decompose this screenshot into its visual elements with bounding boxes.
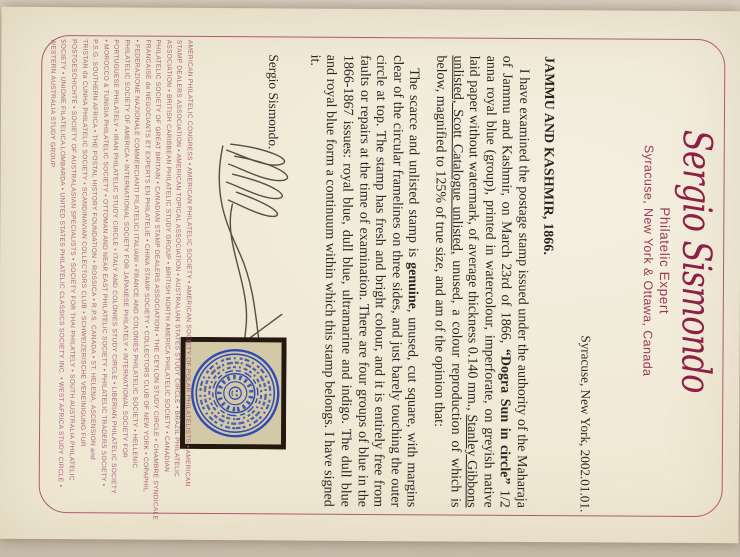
letterhead-name: Sergio Sismondo bbox=[672, 129, 720, 393]
date-line: Syracuse, New York, 2002.01.01. bbox=[577, 335, 594, 513]
body-text-segment: , unused, cut square, with margins clear of the circular framelines on three sides, and just barely touching the outer circle at top. The stamp has fresh and bright colour, and it is entirely free from faults or repairs at the time of examination. There are four groups of blue in the 1866-1867 issues: royal blue, dull blue, ultramarine and indigo. The dull blue and royal blue form a continuum within which this stamp belongs. I have signed it. bbox=[307, 54, 421, 508]
body-text-segment: “Dogra Sun in circle” bbox=[497, 348, 513, 485]
document-heading: JAMMU AND KASHMIR, 1866. bbox=[541, 56, 558, 256]
membership-line: SOCIETY • UNIONE FILATELICA LOMBARDA • UNITED STATES PHILATELIC CLASSICS SOCIETY INC. • WEST AFRICA STUDY CIRCLE • bbox=[57, 39, 67, 488]
body-text-segment: unused, a colour reproduction of which is below, magnified to 125% of true size, and am of the opinion that: bbox=[431, 55, 464, 508]
letterhead-title: Philatelic Expert bbox=[656, 207, 673, 315]
letterhead-cities: Syracuse, New York & Ottawa, Canada bbox=[640, 144, 656, 377]
membership-line: • MOROCCO & TUNISIA PHILATELIC SOCIETY • OTTOMAN AND NEAR EAST PHILATELIC SOCIETY • PHILATELIC TRADERS SOCIETY • bbox=[99, 39, 110, 487]
body-text-segment: 1/2 anna royal blue (group), printed in watercolour, imperforate, on greyish native laid paper without watermark, of average thickness 0.140 mm., bbox=[464, 55, 513, 508]
membership-line: FRANCAISE de NEGOCIANTS ET EXPERTS EN PHILATELIE • CHINA STAMP SOCIETY • COLLECTORS CLUB OF NEW YORK • COPAPHIL bbox=[141, 39, 152, 492]
body-text-segment: genuine bbox=[405, 262, 421, 309]
membership-line: STAMP DEALERS ASSOCIATION • AMERICAN TOPICAL ASSOCIATION • AUSTRALIAN STATES STUDY CIRCLE • BRAZIL PHILATELIC bbox=[173, 39, 183, 478]
membership-line: WESTERN AUSTRALIA STUDY GROUP bbox=[48, 39, 57, 168]
membership-line: PORTUGUESE PHILATELY • IRAN PHILATELIC STUDY CIRCLE • ITALY AND COLONIES STUDY CIRCLE • LIBERIAN PHILATELIC SOCIETY bbox=[109, 39, 120, 494]
membership-line: PHILATELIC SOCIETY OF GREAT BRITAIN • CANADIAN STAMP DEALERS ASSOCIATION • THE CEYLON STUDY CIRCLE • CHAMBRE SYNDICALE bbox=[151, 39, 162, 521]
membership-line: P.S.G. SOUTHERN AFRICA • THE POSTAL HISTORY FOUNDATION • ROSSICA • R.P.S. CANADA • ST. HELENA, ASCENSION and bbox=[88, 39, 99, 460]
membership-line: PHILATELIC SOCIETY OF AMERICA • INTERNATIONAL SOCIETY FOR JAPANESE PHILATELY • INTERNATIONAL SOCIETY FOR bbox=[120, 39, 131, 459]
membership-line: TRISTAN da CUNHA PHILATELIC SOCIETY • SCANDINAVIAN COLLECTORS CLUB • SCHWEIZERISCHE VEREINIGUNG FUR bbox=[78, 39, 88, 447]
membership-list bbox=[44, 39, 195, 521]
body-paragraph-1 bbox=[429, 55, 531, 508]
stamp-photo bbox=[180, 337, 287, 450]
body-text-segment: Stanley Gibbons unlisted, Scott Catalogue unlisted, bbox=[448, 55, 480, 508]
letterhead bbox=[640, 11, 720, 511]
membership-line: POSTGESCHICHTE • SOCIETY OF AUSTRALASIAN SPECIALISTS • SOCIETY FOR THAI PHILATELY • SOUTH AUSTRALIA PHILATELIC bbox=[67, 39, 78, 481]
body-paragraph-2 bbox=[303, 55, 422, 508]
certificate-paper bbox=[0, 7, 740, 544]
typed-signature: Sergio Sismondo. bbox=[265, 54, 282, 150]
body-text-segment: I have examined the postage stamp issued under the authority of the Maharaja of Jammu and Kashmir, on March 23rd of 1866, bbox=[497, 55, 532, 508]
certificate-body bbox=[303, 55, 531, 508]
body-text-segment: The scarce and unlisted stamp is bbox=[405, 68, 422, 263]
membership-line: ASSOCIATION • BRITISH CARIBBEAN PHILATELIC STUDY GROUP • BRITISH NORTH AMERICA PHILATELIC SOCIETY • CANADIAN bbox=[162, 39, 173, 473]
membership-line: • FEDERAZIONE NAZIONALE COMMERCIANTI FILATELICI ITALIANI • FRANCE AND COLONIES PHILATELIC SOCIETY • HELLENIC bbox=[131, 39, 141, 469]
membership-line: AMERICAN PHILATELIC CONGRESS • AMERICAN PHILATELIC SOCIETY • AMERICAN SOCIETY OF POLAR PHILATELISTS • AMERICAN bbox=[183, 39, 194, 487]
